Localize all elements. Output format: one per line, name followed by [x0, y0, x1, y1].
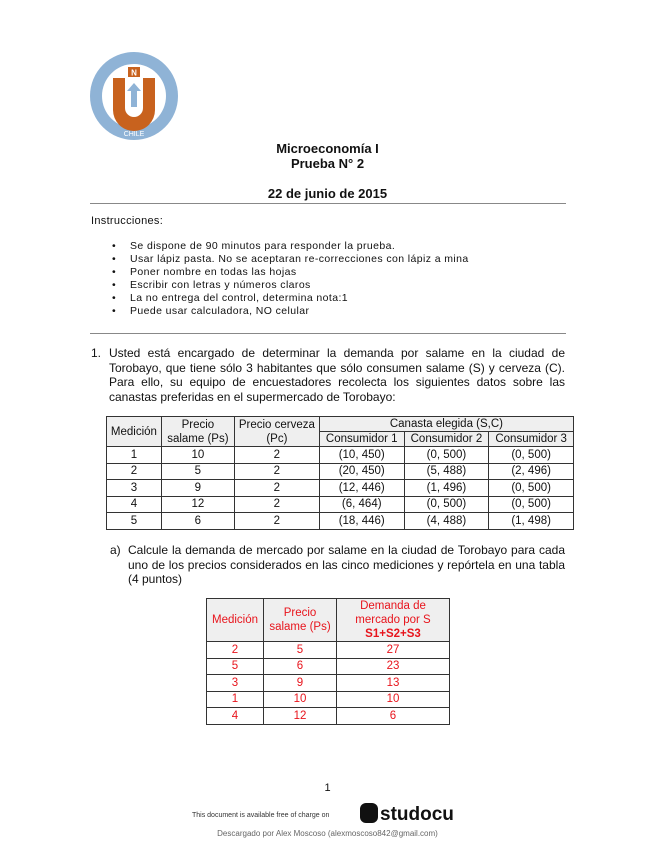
table-cell: 2 [107, 463, 162, 480]
table-cell: 12 [264, 708, 337, 725]
col-header: Precio cerveza (Pc) [234, 417, 319, 447]
table-row [107, 463, 574, 480]
table-cell: 5 [161, 463, 234, 480]
table-row [207, 691, 450, 708]
table-cell: 1 [207, 691, 264, 708]
table-cell: 2 [234, 513, 319, 530]
studocu-icon [360, 803, 378, 823]
table-row [207, 642, 450, 659]
table-cell: (0, 500) [489, 447, 574, 464]
part-text: Calcule la demanda de mercado por salame en la ciudad de Torobayo para cada uno de los precios considerados en las cinco mediciones y repórtela en una tabla (4 puntos) [128, 543, 565, 586]
table-cell: (6, 464) [319, 496, 404, 513]
table-row [107, 496, 574, 513]
table-cell: (5, 488) [404, 463, 489, 480]
svg-text:N: N [131, 68, 137, 78]
table-cell: 10 [337, 691, 450, 708]
list-item: • Puede usar calculadora, NO celular [112, 305, 469, 318]
table-cell: 5 [207, 658, 264, 675]
part-label: a) [110, 543, 121, 557]
table-cell: (0, 500) [489, 496, 574, 513]
divider [90, 203, 566, 204]
col-header: Canasta elegida (S,C) [319, 417, 573, 432]
col-header: Demanda de mercado por S [355, 600, 431, 626]
col-header: Medición [207, 599, 264, 642]
list-item: • La no entrega del control, determina nota:1 [112, 292, 469, 305]
list-item: • Poner nombre en todas las hojas [112, 266, 469, 279]
table-cell: 5 [264, 642, 337, 659]
table-cell: 2 [207, 642, 264, 659]
svg-text:CHILE: CHILE [123, 131, 145, 138]
list-item: • Escribir con letras y números claros [112, 279, 469, 292]
studocu-logo[interactable]: studocu [360, 803, 454, 826]
table-cell: 2 [234, 480, 319, 497]
table-row [107, 513, 574, 530]
table-cell: (0, 500) [404, 496, 489, 513]
table-cell: 12 [161, 496, 234, 513]
question-text: Usted está encargado de determinar la demanda por salame en la ciudad de Torobayo, que tiene sólo 3 habitantes que sólo consumen salame (S) y cerveza (C). Para ello, su equipo de encuestadores recolecta los siguientes datos sobre las canastas preferidas en el supermercado de Torobayo: [109, 346, 565, 404]
table-cell: 13 [337, 675, 450, 692]
university-logo [88, 50, 180, 142]
col-header: Consumidor 3 [489, 432, 574, 447]
table-cell: 6 [337, 708, 450, 725]
table-row [107, 480, 574, 497]
table-cell: (4, 488) [404, 513, 489, 530]
col-header: Precio salame (Ps) [161, 417, 234, 447]
table-cell: 10 [264, 691, 337, 708]
col-header: Medición [107, 417, 162, 447]
table-cell: 27 [337, 642, 450, 659]
table-cell: 6 [264, 658, 337, 675]
table-cell: (2, 496) [489, 463, 574, 480]
table-cell: 3 [207, 675, 264, 692]
course-title: Microeconomía I [276, 141, 379, 156]
page-number: 1 [324, 782, 331, 794]
exam-date: 22 de junio de 2015 [267, 186, 388, 201]
exam-title: Prueba N° 2 [290, 156, 365, 171]
table-cell: 23 [337, 658, 450, 675]
divider [90, 333, 566, 334]
table-cell: (10, 450) [319, 447, 404, 464]
table-cell: 1 [107, 447, 162, 464]
col-header: Precio salame (Ps) [264, 599, 337, 642]
table-row [207, 658, 450, 675]
table-cell: 4 [207, 708, 264, 725]
instructions-label: Instrucciones: [91, 215, 164, 227]
answer-table [206, 598, 450, 725]
table-row [207, 675, 450, 692]
table-cell: 6 [161, 513, 234, 530]
question-number: 1. [91, 346, 102, 360]
instructions-list [112, 240, 469, 318]
table-cell: (1, 498) [489, 513, 574, 530]
table-cell: 2 [234, 496, 319, 513]
table-cell: 3 [107, 480, 162, 497]
table-cell: 5 [107, 513, 162, 530]
table-cell: (0, 500) [489, 480, 574, 497]
col-formula: S1+S2+S3 [365, 628, 421, 640]
col-header: Consumidor 2 [404, 432, 489, 447]
table-cell: (18, 446) [319, 513, 404, 530]
table-cell: (0, 500) [404, 447, 489, 464]
table-cell: 10 [161, 447, 234, 464]
table-cell: (20, 450) [319, 463, 404, 480]
table-cell: (12, 446) [319, 480, 404, 497]
table-cell: 4 [107, 496, 162, 513]
table-cell: (1, 496) [404, 480, 489, 497]
list-item: • Se dispone de 90 minutos para responder la prueba. [112, 240, 469, 253]
table-row [107, 447, 574, 464]
table-cell: 2 [234, 463, 319, 480]
data-table [106, 416, 574, 530]
col-header: Consumidor 1 [319, 432, 404, 447]
table-cell: 2 [234, 447, 319, 464]
footer-downloaded: Descargado por Alex Moscoso (alexmoscoso842@gmail.com) [217, 829, 438, 838]
footer-available: This document is available free of charge on [192, 812, 330, 819]
list-item: • Usar lápiz pasta. No se aceptaran re-correcciones con lápiz a mina [112, 253, 469, 266]
table-cell: 9 [161, 480, 234, 497]
table-cell: 9 [264, 675, 337, 692]
table-row [207, 708, 450, 725]
